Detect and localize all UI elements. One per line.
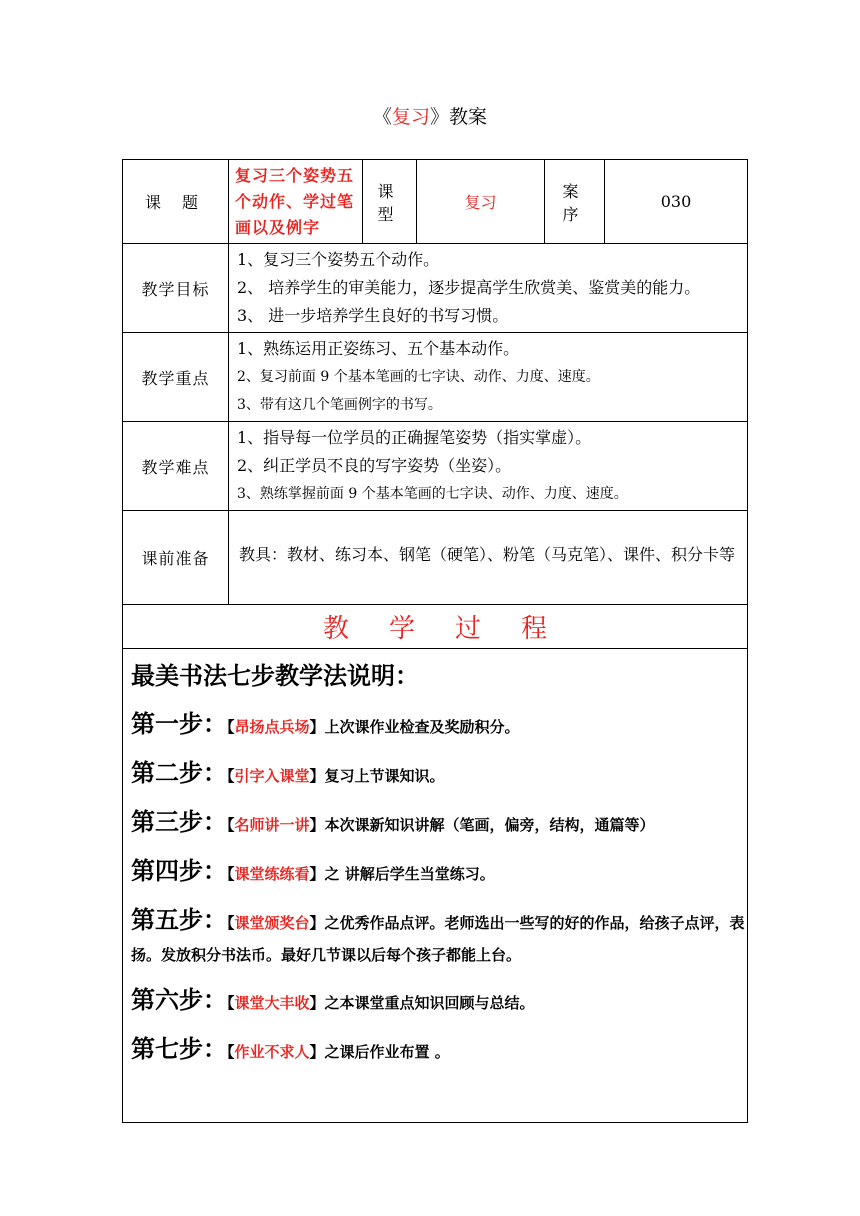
step-number: 第三步： [131,807,227,836]
goal-item: 2、 培养学生的审美能力，逐步提高学生欣赏美、鉴赏美的能力。 [237,278,701,297]
type-label: 课 型 [363,160,417,244]
bracket-close: 】 [309,1043,325,1061]
prep-label: 课前准备 [123,511,229,605]
step-tag: 昂扬点兵场 [234,718,310,736]
step-item [131,799,747,848]
step-text: 之课后作业布置 。 [324,1043,450,1061]
process-heading-row [123,605,748,649]
step-item [131,977,747,1026]
bracket-open: 【 [227,816,235,834]
step-number: 第二步： [131,758,227,787]
step-item [131,701,747,750]
step-text: 之优秀作品点评。老师选出一些写的好的作品，给孩子点评，表扬。发放积分书法币。最好几节课以后每个孩子都能上台。 [131,914,745,964]
step-tag: 课堂颁奖台 [234,914,310,932]
bracket-close: 】 [309,865,325,883]
step-item [131,750,747,799]
goals-label: 教学目标 [123,244,229,333]
title-close: 》教案 [430,106,488,128]
topic-label: 课 题 [123,160,229,244]
lesson-plan-table [122,159,748,1123]
key-point-item: 3、带有这几个笔画例字的书写。 [237,397,442,413]
step-number: 第一步： [131,709,227,738]
difficulty-item: 2、纠正学员不良的写字姿势（坐姿）。 [237,456,512,475]
goals-content [229,244,748,333]
step-tag: 引字入课堂 [234,767,310,785]
difficulties-content [229,422,748,511]
steps-content [123,649,748,1123]
goal-item: 1、复习三个姿势五个动作。 [237,250,440,269]
bracket-open: 【 [227,1043,235,1061]
key-points-row [123,333,748,422]
goal-item: 3、 进一步培养学生良好的书写习惯。 [237,306,509,325]
document-title [0,102,860,132]
difficulty-item: 3、熟练掌握前面 9 个基本笔画的七字诀、动作、力度、速度。 [237,486,628,502]
step-text: 复习上节课知识。 [324,767,445,785]
order-value: 030 [605,160,748,244]
topic-value: 复习三个姿势五个动作、学过笔画以及例字 [229,160,363,244]
step-tag: 课堂练练看 [234,865,310,883]
step-number: 第五步： [131,905,227,934]
key-point-item: 1、熟练运用正姿练习、五个基本动作。 [237,339,520,358]
steps-title: 最美书法七步教学法说明： [131,662,419,690]
bracket-open: 【 [227,865,235,883]
step-tag: 名师讲一讲 [234,816,310,834]
bracket-open: 【 [227,718,235,736]
step-number: 第七步： [131,1034,227,1063]
bracket-close: 】 [309,994,325,1012]
process-heading: 教学过程 [123,605,748,649]
title-highlight: 复习 [391,106,430,128]
difficulty-item: 1、指导每一位学员的正确握笔姿势（指实掌虚）。 [237,428,592,447]
prep-value: 教具：教材、练习本、钢笔（硬笔）、粉笔（马克笔）、课件、积分卡等 [229,511,748,605]
step-text: 之 讲解后学生当堂练习。 [324,865,495,883]
difficulties-label: 教学难点 [123,422,229,511]
order-label: 案 序 [545,160,605,244]
title-open: 《 [372,106,392,128]
step-tag: 作业不求人 [234,1043,310,1061]
steps-row [123,649,748,1123]
step-item [131,905,747,971]
type-value: 复习 [417,160,545,244]
goals-row [123,244,748,333]
topic-row [123,160,748,244]
step-tag: 课堂大丰收 [234,994,310,1012]
key-point-item: 2、复习前面 9 个基本笔画的七字诀、动作、力度、速度。 [237,369,600,385]
prep-row [123,511,748,605]
bracket-close: 】 [309,816,325,834]
step-item [131,1026,747,1075]
bracket-close: 】 [309,914,325,932]
bracket-close: 】 [309,767,325,785]
step-text: 之本课堂重点知识回顾与总结。 [324,994,535,1012]
bracket-open: 【 [227,767,235,785]
step-item [131,848,747,897]
bracket-close: 】 [309,718,325,736]
step-number: 第六步： [131,985,227,1014]
key-points-content [229,333,748,422]
key-points-label: 教学重点 [123,333,229,422]
step-text: 上次课作业检查及奖励积分。 [324,718,520,736]
step-text: 本次课新知识讲解（笔画，偏旁，结构，通篇等） [324,816,655,834]
bracket-open: 【 [227,914,235,932]
bracket-open: 【 [227,994,235,1012]
step-number: 第四步： [131,856,227,885]
difficulties-row [123,422,748,511]
